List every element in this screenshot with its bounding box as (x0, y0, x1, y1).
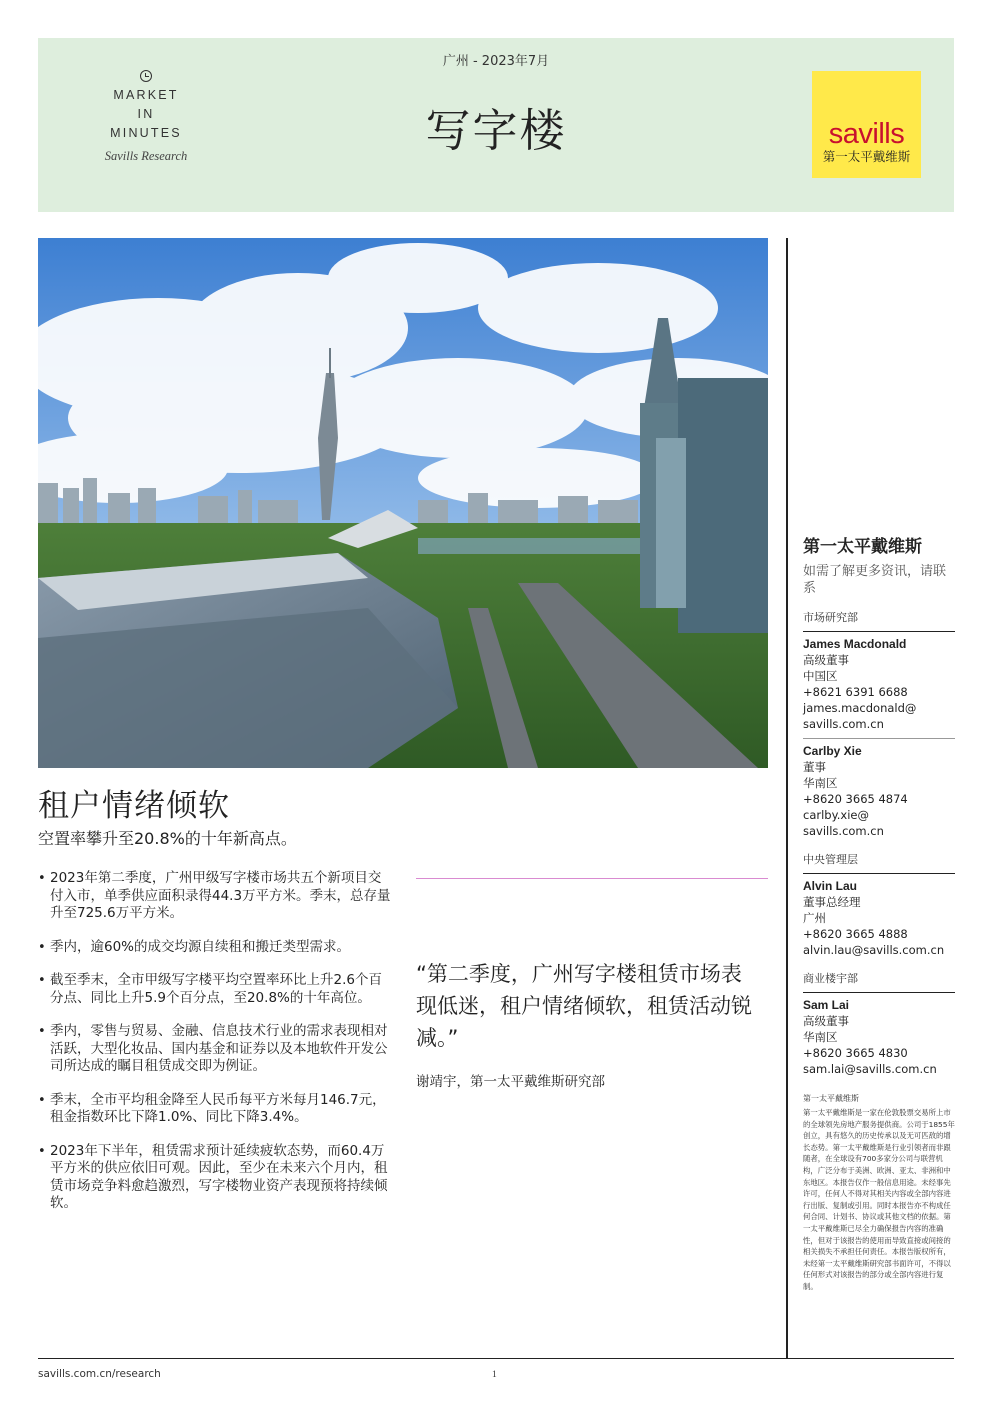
dept-heading: 商业楼宇部 (803, 970, 955, 993)
contact-phone: +8620 3665 4874 (803, 792, 908, 806)
logo-chinese-text: 第一太平戴维斯 (822, 149, 911, 164)
pull-quote: “第二季度，广州写字楼租赁市场表现低迷，租户情绪倾软，租赁活动锐减。” (416, 962, 752, 1050)
quote-attribution: 谢靖宇，第一太平戴维斯研究部 (416, 1074, 605, 1090)
contact-phone: +8620 3665 4888 (803, 927, 908, 941)
contact-title: 高级董事 (803, 653, 849, 667)
contact-card (803, 739, 955, 839)
savills-research-label: Savills Research (104, 149, 188, 163)
contact-email[interactable]: james.macdonald@ (803, 701, 917, 715)
headline-subtitle: 空置率攀升至20.8%的十年新高点。 (38, 829, 297, 848)
contact-email[interactable]: carlby.xie@ (803, 808, 869, 822)
contact-title: 高级董事 (803, 1014, 849, 1028)
contact-card (803, 874, 955, 958)
contact-email[interactable]: sam.lai@savills.com.cn (803, 1062, 937, 1076)
report-header (38, 38, 954, 212)
contact-title: 董事 (803, 760, 826, 774)
page-number: 1 (492, 1370, 497, 1380)
sidebar-subtitle: 如需了解更多资讯，请联系 (803, 564, 947, 596)
key-point: • 季内，零售与贸易、金融、信息技术行业的需求表现相对活跃，大型化妆品、国内基金和证券以及本地软件开发公司所达成的瞩目租赁成交即为例证。 (38, 1023, 393, 1076)
disclaimer-title: 第一太平戴维斯 (803, 1094, 859, 1103)
sidebar-divider (786, 238, 788, 1358)
contact-phone: +8621 6391 6688 (803, 685, 908, 699)
report-date: 广州 - 2023年7月 (442, 54, 550, 69)
contact-name: Alvin Lau (803, 879, 858, 893)
sidebar-brand: 第一太平戴维斯 (803, 537, 922, 557)
key-point: • 2023年下半年，租赁需求预计延续疲软态势，而60.4万平方米的供应依旧可观。因此，至少在未来六个月内，租赁市场竞争料愈趋激烈，写字楼物业资产表现预将持续倾软。 (38, 1143, 393, 1213)
contact-sidebar (803, 532, 955, 1293)
contact-email-domain[interactable]: savills.com.cn (803, 717, 884, 731)
contact-name: James Macdonald (803, 637, 907, 651)
cover-photo (38, 238, 768, 768)
disclaimer-text: 第一太平戴维斯是一家在伦敦股票交易所上市的全球领先房地产服务提供商。公司于1855年创立，具有悠久的历史传承以及无可匹敌的增长态势。第一太平戴维斯是行业引领者而非跟随者，在全球设有700多家分公司与联营机构，广泛分布于美洲、欧洲、亚太、非洲和中东地区。本报告仅作一般信息用途。未经事先许可，任何人不得对其相关内容或全部内容进行出版、复制或引用。同时本报告亦不构成任何合同、计划书、协议或其他文档的依据。第一太平戴维斯已尽全力确保报告内容的准确性，但对于该报告的使用而导致直接或间接的相关损失不承担任何责任。本报告版权所有，未经第一太平戴维斯研究部书面许可，不得以任何形式对该报告的部分或全部内容进行复制。 (803, 1108, 955, 1291)
dept-heading: 市场研究部 (803, 609, 955, 632)
contact-name: Carlby Xie (803, 744, 862, 758)
contact-region: 华南区 (803, 776, 838, 790)
contact-region: 华南区 (803, 1030, 838, 1044)
contact-email-domain[interactable]: savills.com.cn (803, 824, 884, 838)
contact-email[interactable]: alvin.lau@savills.com.cn (803, 943, 945, 957)
contact-card (803, 993, 955, 1077)
contact-card (803, 632, 955, 732)
key-point: • 2023年第二季度，广州甲级写字楼市场共五个新项目交付入市，单季供应面积录得44.3万平方米。季末，总存量升至725.6万平方米。 (38, 870, 393, 923)
contact-title: 董事总经理 (803, 895, 861, 909)
dept-heading: 中央管理层 (803, 851, 955, 874)
mim-line-2: IN (137, 107, 155, 121)
quote-rule (416, 878, 768, 879)
key-point: • 季末，全市平均租金降至人民币每平方米每月146.7元，租金指数环比下降1.0%、同比下降3.4%。 (38, 1092, 393, 1127)
key-point: • 截至季末，全市甲级写字楼平均空置率环比上升2.6个百分点、同比上升5.9个百分点，至20.8%的十年高位。 (38, 972, 393, 1007)
contact-name: Sam Lai (803, 998, 850, 1012)
footer-url[interactable]: savills.com.cn/research (38, 1368, 161, 1380)
key-point: • 季内，逾60%的成交均源自续租和搬迁类型需求。 (38, 939, 393, 957)
savills-logo (812, 71, 921, 178)
headline: 租户情绪倾软 (38, 788, 230, 824)
contact-region: 中国区 (803, 669, 838, 683)
clock-icon (140, 70, 152, 82)
report-title: 写字楼 (425, 104, 567, 157)
mim-line-3: MINUTES (110, 126, 182, 140)
contact-phone: +8620 3665 4830 (803, 1046, 908, 1060)
key-points-list (38, 870, 393, 1229)
mim-line-1: MARKET (113, 88, 179, 102)
footer-divider (38, 1358, 954, 1359)
logo-brand-text: savills (828, 118, 905, 150)
contact-region: 广州 (803, 911, 826, 925)
